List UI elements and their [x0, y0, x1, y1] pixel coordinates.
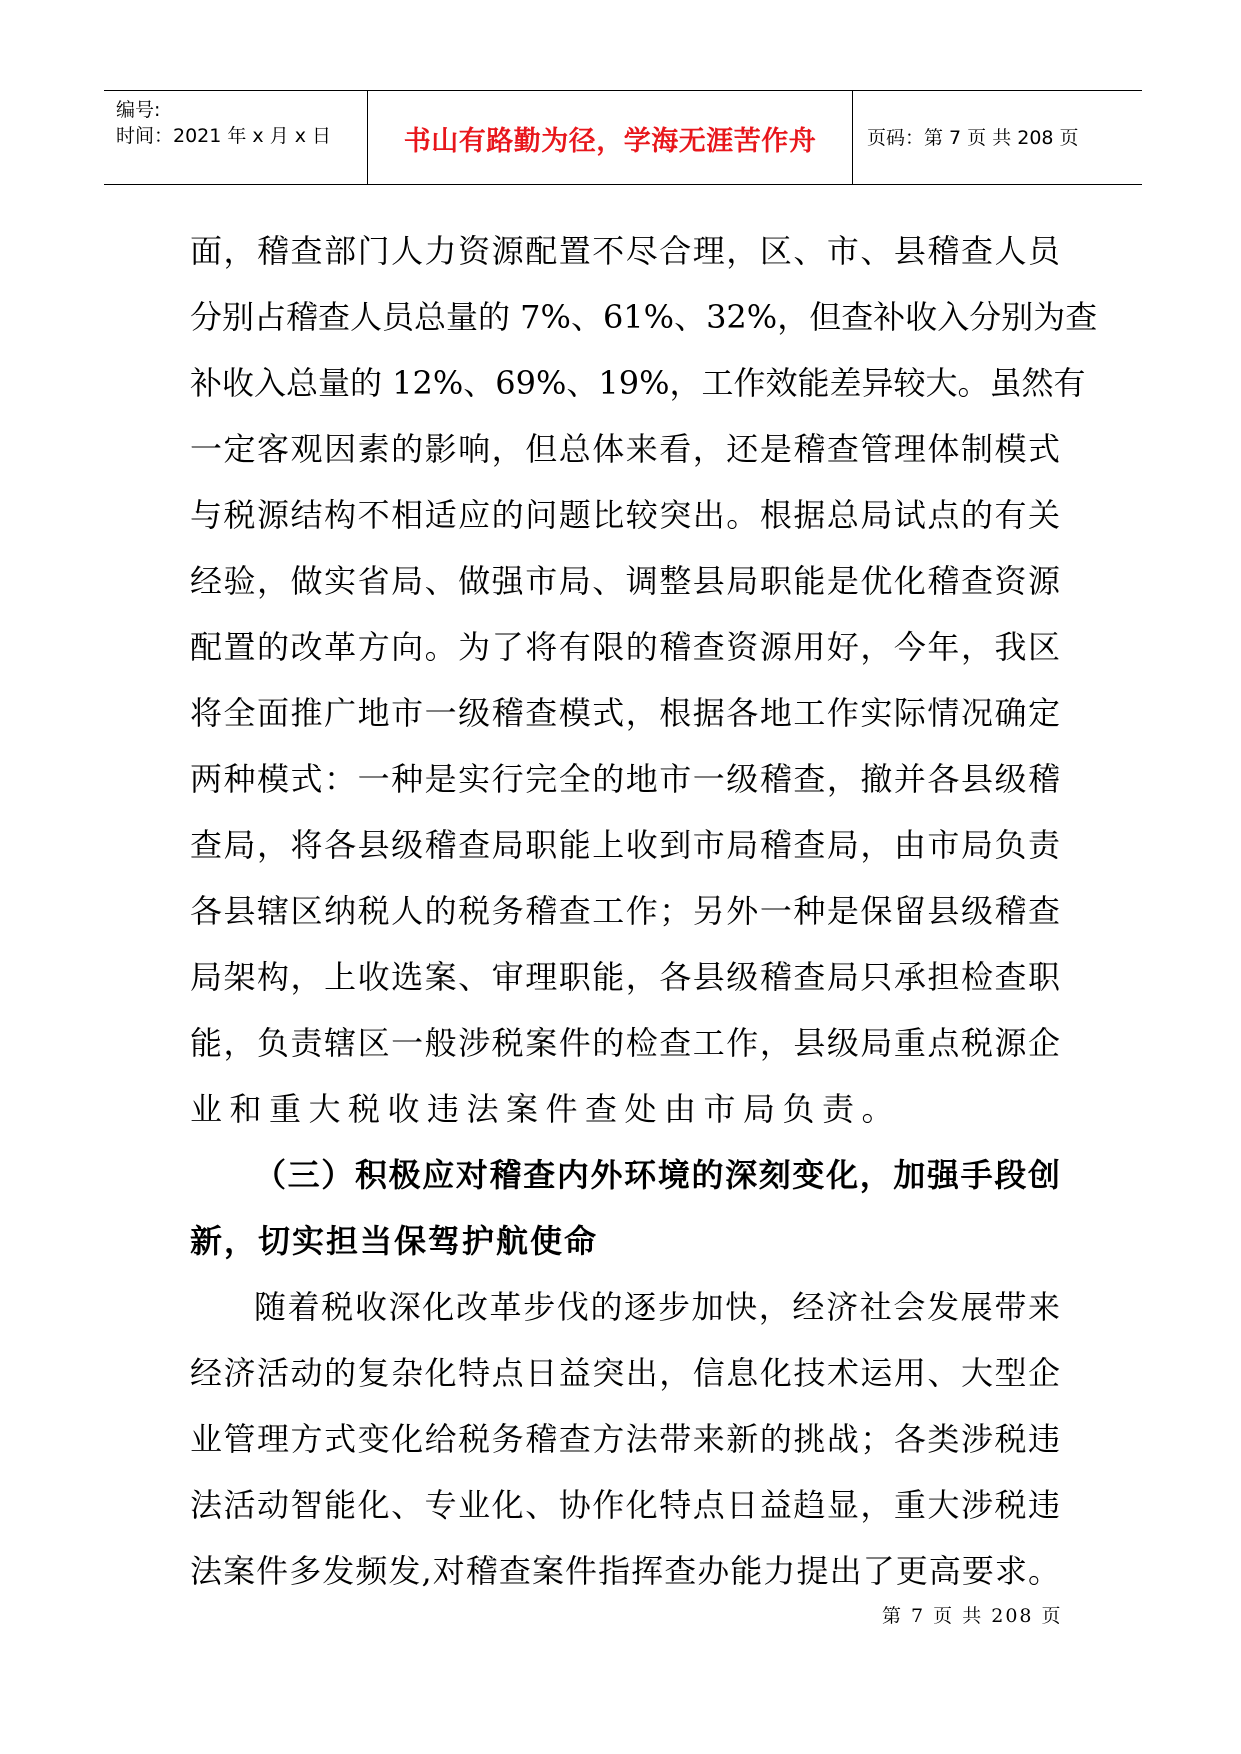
body-line: 面，稽查部门人力资源配置不尽合理，区、市、县稽查人员: [190, 232, 1060, 270]
body-line: 补收入总量的 12%、69%、19%，工作效能差异较大。虽然有: [190, 364, 1086, 402]
header-left-cell: [104, 91, 368, 184]
body-line: 法案件多发频发,对稽查案件指挥查办能力提出了更高要求。: [190, 1552, 1060, 1590]
date-label: 时间：2021 年 x 月 x 日: [116, 125, 332, 147]
header-middle-cell: [368, 91, 853, 184]
body-line: 业和重大税收违法案件查处由市局负责。: [190, 1090, 902, 1128]
section-heading: 新，切实担当保驾护航使命: [190, 1222, 599, 1260]
header-page-info: 页码：第 7 页 共 208 页: [867, 127, 1079, 149]
body-line: 分别占稽查人员总量的 7%、61%、32%，但查补收入分别为查: [190, 298, 1098, 336]
body-line: 能，负责辖区一般涉税案件的检查工作，县级局重点税源企: [190, 1024, 1060, 1062]
serial-label: 编号:: [116, 99, 161, 121]
body-line: 查局，将各县级稽查局职能上收到市局稽查局，由市局负责: [190, 826, 1060, 864]
body-line: 经验，做实省局、做强市局、调整县局职能是优化稽查资源: [190, 562, 1060, 600]
body-line: 将全面推广地市一级稽查模式，根据各地工作实际情况确定: [190, 694, 1060, 732]
body-line: 各县辖区纳税人的税务稽查工作；另外一种是保留县级稽查: [190, 892, 1060, 930]
body-line: 经济活动的复杂化特点日益突出，信息化技术运用、大型企: [190, 1354, 1060, 1392]
body-line: 随着税收深化改革步伐的逐步加快，经济社会发展带来: [254, 1288, 1060, 1326]
body-line: 业管理方式变化给税务稽查方法带来新的挑战；各类涉税违: [190, 1420, 1060, 1458]
body-line: 配置的改革方向。为了将有限的稽查资源用好，今年，我区: [190, 628, 1060, 666]
body-line: 两种模式：一种是实行完全的地市一级稽查，撤并各县级稽: [190, 760, 1060, 798]
header-motto: 书山有路勤为径，学海无涯苦作舟: [403, 126, 817, 157]
body-line: 与税源结构不相适应的问题比较突出。根据总局试点的有关: [190, 496, 1060, 534]
section-heading: （三）积极应对稽查内外环境的深刻变化，加强手段创: [254, 1156, 1060, 1194]
body-line: 局架构，上收选案、审理职能，各县级稽查局只承担检查职: [190, 958, 1060, 996]
body-line: 一定客观因素的影响，但总体来看，还是稽查管理体制模式: [190, 430, 1060, 468]
body-line: 法活动智能化、专业化、协作化特点日益趋显，重大涉税违: [190, 1486, 1060, 1524]
header-right-cell: [853, 91, 1142, 184]
page-header: [104, 90, 1142, 185]
body-text: [190, 218, 1098, 1604]
page-footer: 第 7 页 共 208 页: [882, 1605, 1063, 1627]
